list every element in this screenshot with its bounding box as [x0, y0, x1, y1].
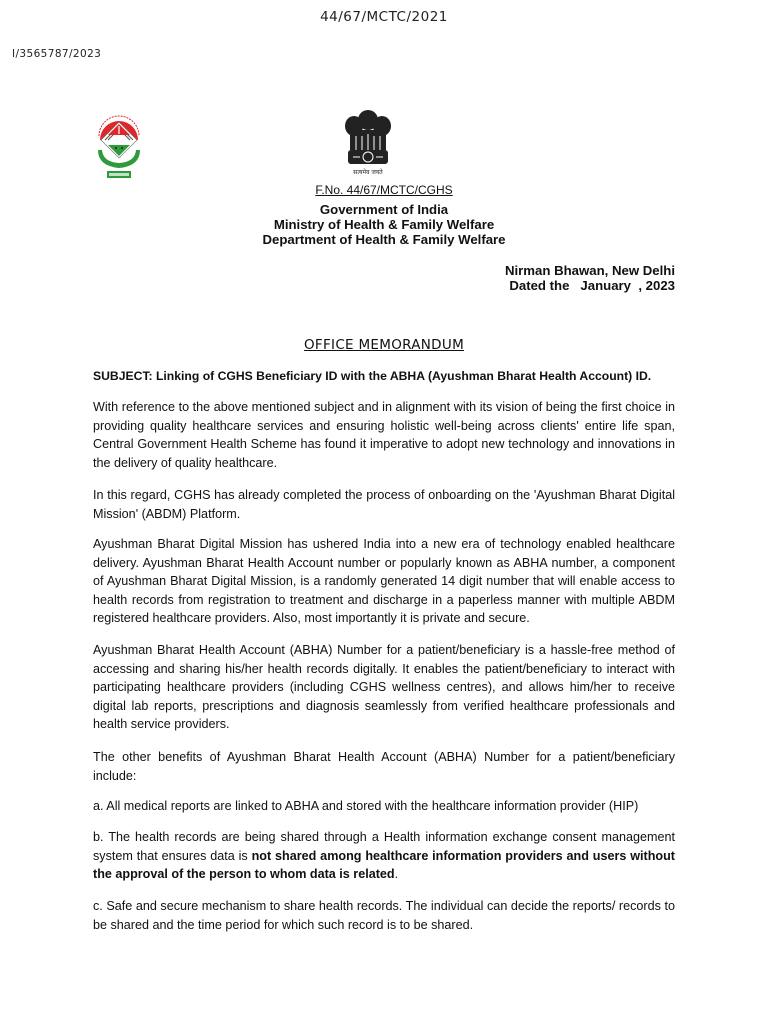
memo-title: OFFICE MEMORANDUM: [303, 337, 465, 353]
paragraph-intro: With reference to the above mentioned subject and in alignment with its vision of being the first choice in providing quality healthcare services and ensuring holistic well-being across clients' entire life span, Central Government Health Scheme has found it imperative to adopt new technology and innovations in the delivery of quality healthcare.: [93, 400, 675, 470]
top-file-reference: 44/67/MCTC/2021: [320, 9, 448, 25]
paragraph-abdm: Ayushman Bharat Digital Mission has ushered India into a new era of technology enabled healthcare delivery. Ayushman Bharat Health Account number or popularly known as ABHA number, a component of Ayushman Bharat Digital Mission, is a randomly generated 14 digit number that will enable access to health records from registration to treatment and discharge in a paperless manner with multiple ABDM registered healthcare providers. Also, most importantly it is private and secure.: [93, 537, 675, 626]
benefit-item-c: c. Safe and secure mechanism to share health records. The individual can decide the reports/ records to be shared and the time period for which such record is to be shared.: [93, 899, 675, 932]
department-heading: Department of Health & Family Welfare: [262, 232, 506, 247]
svg-text:सत्यमेव जयते: सत्यमेव जयते: [353, 169, 383, 176]
benefit-b-emphasis: not shared among healthcare information providers and users without the approval of the person to whom data is related: [93, 848, 676, 882]
file-number: F.No. 44/67/MCTC/CGHS: [315, 183, 453, 197]
government-heading: Government of India: [319, 202, 449, 217]
national-emblem-icon: [340, 106, 396, 178]
ministry-heading: Ministry of Health & Family Welfare: [273, 217, 495, 232]
paragraph-onboarding: In this regard, CGHS has already completed the process of onboarding on the 'Ayushman Bharat Digital Mission' (ABDM) Platform.: [93, 488, 675, 521]
place-line: Nirman Bhawan, New Delhi: [504, 263, 675, 278]
paragraph-abha: Ayushman Bharat Health Account (ABHA) Number for a patient/beneficiary is a hassle-free method of accessing and sharing his/her health records digitally. It enables the patient/beneficiary to interact with participating healthcare providers (including CGHS wellness centres), and allows him/her to receive digital lab reports, prescriptions and diagnosis seamlessly from verified healthcare professionals and health service providers.: [93, 643, 675, 732]
benefit-item-b: b. The health records are being shared through a Health information exchange consent management system that ensures data is not shared among healthcare information providers and users without the approval of the person to whom data is related.: [93, 830, 676, 882]
cghs-logo-icon: [94, 114, 144, 182]
benefit-item-a: a. All medical reports are linked to ABHA and stored with the healthcare information provider (HIP): [93, 799, 639, 813]
date-line: Dated the January , 2023: [509, 278, 675, 293]
document-reference-number: I/3565787/2023: [12, 48, 102, 60]
paragraph-benefits-intro: The other benefits of Ayushman Bharat Health Account (ABHA) Number for a patient/beneficiary include:: [93, 750, 675, 783]
memo-subject: SUBJECT: Linking of CGHS Beneficiary ID with the ABHA (Ayushman Bharat Health Account) ID.: [93, 369, 652, 383]
